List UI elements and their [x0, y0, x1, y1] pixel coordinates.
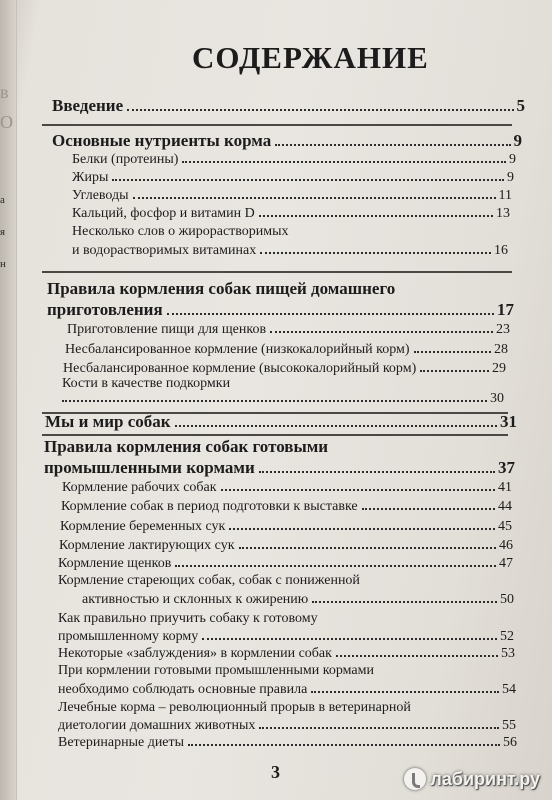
toc-entry-page: 50 — [500, 592, 514, 607]
toc-entry-title-line2: необходимо соблюдать основные правила — [58, 682, 308, 697]
toc-entry[interactable] — [58, 556, 513, 572]
dot-leader — [175, 425, 497, 427]
toc-entry-title-line1: Правила кормления собак пищей домашнего — [47, 279, 396, 298]
toc-entry-page: 45 — [498, 519, 512, 534]
toc-entry-page: 54 — [502, 682, 516, 697]
dot-leader — [275, 144, 510, 146]
toc-entry-title: Углеводы — [72, 188, 129, 203]
toc-entry-title: Кормление рабочих собак — [62, 480, 217, 495]
toc-entry-page: 52 — [500, 629, 514, 644]
toc-entry[interactable] — [72, 243, 508, 259]
toc-entry[interactable] — [72, 206, 510, 222]
toc-entry-page: 28 — [494, 342, 508, 357]
divider — [42, 434, 508, 436]
prev-page-fragment: О — [0, 112, 13, 132]
toc-entry-page: 29 — [492, 361, 506, 376]
toc-entry-title: Введение — [52, 96, 124, 115]
toc-entry-page: 41 — [498, 480, 512, 495]
toc-entry-page: 13 — [496, 206, 510, 221]
toc-entry-title: Несбалансированное кормление (низкокалорийный корм) — [65, 342, 410, 357]
dot-leader — [175, 565, 496, 567]
page-title: СОДЕРЖАНИЕ — [192, 40, 429, 75]
toc-entry-title-line1: Правила кормления собак готовыми — [44, 437, 329, 456]
toc-entry-title: Ветеринарные диеты — [58, 735, 185, 750]
toc-entry-page: 31 — [500, 412, 517, 431]
toc-entry[interactable] — [72, 152, 516, 168]
dot-leader — [229, 528, 495, 530]
toc-entry-title-line1: Как правильно приучить собаку к готовому — [58, 611, 318, 626]
prev-page-fragment: а — [0, 194, 5, 206]
toc-entry-page: 46 — [499, 538, 513, 553]
toc-entry-page: 56 — [503, 735, 517, 750]
toc-entry-title-line2: активностью и склонных к ожирению — [82, 592, 309, 607]
divider — [42, 124, 512, 126]
toc-entry[interactable] — [65, 342, 508, 358]
page-number: 3 — [271, 762, 280, 782]
toc-entry-page: 11 — [498, 188, 512, 203]
toc-entry-title-line2: промышленными кормами — [44, 458, 255, 477]
prev-page-fragment: в — [0, 82, 9, 102]
toc-entry[interactable] — [47, 300, 514, 320]
toc-entry-page: 16 — [494, 243, 508, 258]
toc-entry-title: Кормление собак в период подготовки к выставке — [61, 499, 358, 514]
dot-leader — [188, 744, 500, 746]
toc-entry-title: Приготовление пищи для щенков — [67, 322, 267, 337]
toc-entry[interactable] — [62, 480, 512, 496]
toc-entry-title: Кальций, фосфор и витамин D — [72, 206, 255, 221]
toc-entry-title: Некоторые «заблуждения» в кормлении собак — [58, 646, 332, 661]
dot-leader — [259, 215, 493, 217]
toc-entry[interactable] — [45, 412, 517, 432]
toc-entry-page: 9 — [509, 152, 516, 167]
toc-entry[interactable] — [61, 499, 512, 515]
toc-entry-page: 55 — [502, 718, 516, 733]
toc-entry-title-line2: промышленному корму — [58, 629, 199, 644]
toc-entry-title: Кормление лактирующих сук — [59, 538, 235, 553]
toc-entry-title: Мы и мир собак — [45, 412, 171, 431]
toc-entry-page: 47 — [499, 556, 513, 571]
toc-entry-title: Белки (протеины) — [72, 152, 179, 167]
toc-entry[interactable] — [82, 592, 514, 608]
dot-leader — [311, 691, 499, 693]
toc-entry-title-line1: При кормлении готовыми промышленными кормами — [58, 663, 374, 678]
toc-entry[interactable] — [63, 361, 506, 377]
toc-entry-title: Основные нутриенты корма — [52, 131, 272, 150]
dot-leader — [239, 547, 497, 549]
toc-entry-title-line1: Кости в качестве подкормки — [62, 376, 231, 391]
dot-leader — [167, 313, 494, 315]
toc-entry-title-line1: Лечебные корма – революционный прорыв в ветеринарной — [58, 700, 411, 715]
toc-entry-title: Кормление щенков — [58, 556, 172, 571]
toc-entry-title: Жиры — [72, 170, 109, 185]
toc-entry-title-line1: Несколько слов о жирорастворимых — [72, 224, 289, 239]
toc-entry-title-line1: Кормление стареющих собак, собак с пониженной — [58, 573, 360, 588]
toc-entry[interactable] — [58, 629, 514, 645]
toc-entry[interactable] — [60, 519, 512, 535]
labirint-logo-icon — [404, 768, 426, 790]
divider — [42, 271, 512, 273]
dot-leader — [312, 601, 497, 603]
toc-entry-title: Несбалансированное кормление (высококалорийный корм) — [63, 361, 417, 376]
toc-entry-page: 30 — [490, 391, 504, 406]
toc-entry-page: 44 — [498, 499, 512, 514]
toc-entry-page: 5 — [516, 96, 525, 115]
dot-leader — [259, 471, 495, 473]
dot-leader — [420, 370, 489, 372]
dot-leader — [362, 508, 495, 510]
dot-leader — [202, 638, 497, 640]
toc-entry[interactable] — [72, 170, 514, 186]
toc-entry-page: 37 — [498, 458, 515, 477]
toc-entry-title: Кормление беременных сук — [60, 519, 226, 534]
toc-entry-page: 17 — [497, 300, 514, 319]
toc-entry-page: 9 — [513, 131, 522, 150]
dot-leader — [414, 351, 491, 353]
toc-entry[interactable] — [44, 458, 515, 478]
dot-leader — [133, 197, 496, 199]
toc-entry-title-line2: и водорастворимых витаминах — [72, 243, 257, 258]
toc-entry[interactable] — [67, 322, 510, 338]
dot-leader — [221, 489, 495, 491]
toc-entry[interactable] — [52, 131, 522, 151]
dot-leader — [336, 655, 498, 657]
toc-entry-page: 53 — [501, 646, 515, 661]
prev-page-fragment: н — [0, 258, 6, 270]
dot-leader — [112, 179, 504, 181]
dot-leader — [127, 109, 513, 111]
toc-entry[interactable] — [58, 646, 515, 662]
watermark-text: лабиринт.ру — [430, 768, 540, 789]
prev-page-fragment: я — [0, 226, 6, 238]
toc-entry-page: 23 — [496, 322, 510, 337]
toc-entry[interactable] — [59, 538, 513, 554]
dot-leader — [260, 252, 491, 254]
dot-leader — [62, 400, 487, 402]
toc-entry[interactable] — [58, 682, 516, 698]
toc-entry[interactable] — [72, 188, 512, 204]
watermark — [404, 768, 540, 790]
dot-leader — [270, 331, 493, 333]
toc-entry[interactable] — [58, 718, 516, 734]
toc-entry-title-line2: диетологии домашних животных — [58, 718, 256, 733]
toc-entry-title-line2: приготовления — [47, 300, 163, 319]
toc-entry[interactable] — [62, 391, 504, 407]
toc-entry-page: 9 — [507, 170, 514, 185]
toc-entry[interactable] — [58, 735, 517, 751]
dot-leader — [182, 161, 506, 163]
dot-leader — [259, 727, 499, 729]
toc-entry[interactable] — [52, 96, 525, 116]
